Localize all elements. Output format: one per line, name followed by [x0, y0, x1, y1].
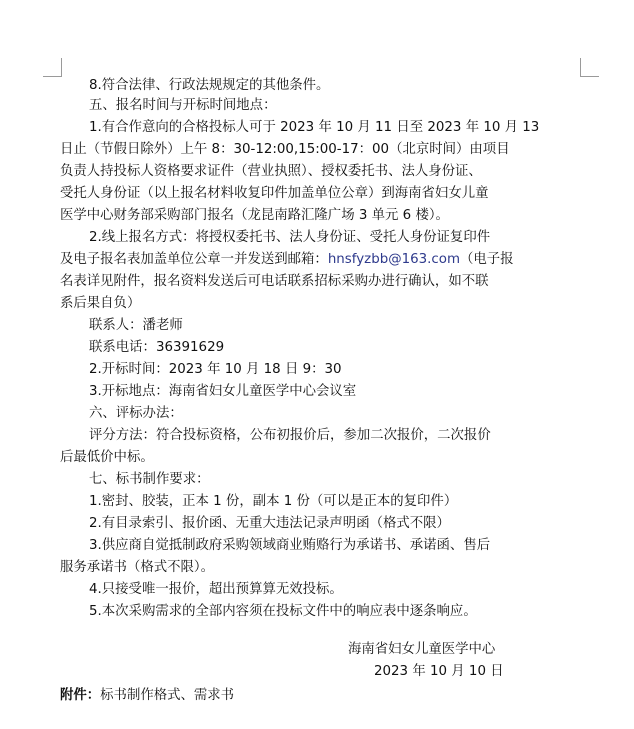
paragraph-line: 后最低价中标。 — [60, 450, 154, 465]
attachment-label: 附件： — [60, 688, 101, 703]
requirement-3-cont: 服务承诺书（格式不限）。 — [60, 560, 214, 575]
attachment-line — [60, 686, 234, 705]
signature-org: 海南省妇女儿童医学中心 — [348, 642, 496, 657]
paragraph-line: 名表详见附件，报名资料发送后可电话联系招标采购办进行确认，如不联 — [60, 274, 489, 289]
requirement-4: 4.只接受唯一报价，超出预算算无效投标。 — [89, 582, 343, 597]
paragraph-line-with-email — [60, 250, 514, 269]
requirement-2: 2.有目录索引、报价函、无重大违法记录声明函（格式不限） — [89, 516, 450, 531]
paragraph-line: 负责人持投标人资格要求证件（营业执照）、授权委托书、法人身份证、 — [60, 164, 482, 179]
crop-mark-top-left — [43, 58, 62, 77]
section-5-heading: 五、报名时间与开标时间地点： — [89, 98, 277, 113]
email-link[interactable]: hnsfyzbb@163.com — [327, 252, 460, 267]
requirement-1: 1.密封、胶装，正本 1 份，副本 1 份（可以是正本的复印件） — [89, 494, 458, 509]
paragraph-line: 2.线上报名方式：将授权委托书、法人身份证、受托人身份证复印件 — [89, 230, 491, 245]
email-posttext: （电子报 — [460, 252, 514, 267]
paragraph-line: 医学中心财务部采购部门报名（龙昆南路汇隆广场 3 单元 6 楼）。 — [60, 208, 449, 223]
clause-8: 8.符合法律、行政法规规定的其他条件。 — [89, 78, 330, 93]
section-7-heading: 七、标书制作要求： — [89, 472, 210, 487]
contact-phone: 联系电话：36391629 — [89, 340, 225, 355]
paragraph-line: 受托人身份证（以上报名材料收复印件加盖单位公章）到海南省妇女儿童 — [60, 186, 489, 201]
email-pretext: 及电子报名表加盖单位公章一并发送到邮箱： — [60, 252, 328, 267]
paragraph-line: 评分方法：符合投标资格，公布初报价后，参加二次报价，二次报价 — [89, 428, 491, 443]
bid-opening-location: 3.开标地点：海南省妇女儿童医学中心会议室 — [89, 384, 357, 399]
crop-mark-top-right — [580, 58, 599, 77]
paragraph-line: 1.有合作意向的合格投标人可于 2023 年 10 月 11 日至 2023 年 10 月 13 — [89, 120, 540, 135]
paragraph-line: 系后果自负） — [60, 296, 141, 311]
contact-person: 联系人：潘老师 — [89, 318, 183, 333]
signature-date: 2023 年 10 月 10 日 — [374, 664, 504, 679]
requirement-5: 5.本次采购需求的全部内容须在投标文件中的响应表中逐条响应。 — [89, 604, 477, 619]
attachment-text: 标书制作格式、需求书 — [100, 688, 235, 703]
bid-opening-time: 2.开标时间：2023 年 10 月 18 日 9：30 — [89, 362, 342, 377]
section-6-heading: 六、评标办法： — [89, 406, 183, 421]
requirement-3: 3.供应商自觉抵制政府采购领域商业贿赂行为承诺书、承诺函、售后 — [89, 538, 491, 553]
paragraph-line: 日止（节假日除外）上午 8：30-12:00,15:00-17：00（北京时间）由项目 — [60, 142, 510, 157]
